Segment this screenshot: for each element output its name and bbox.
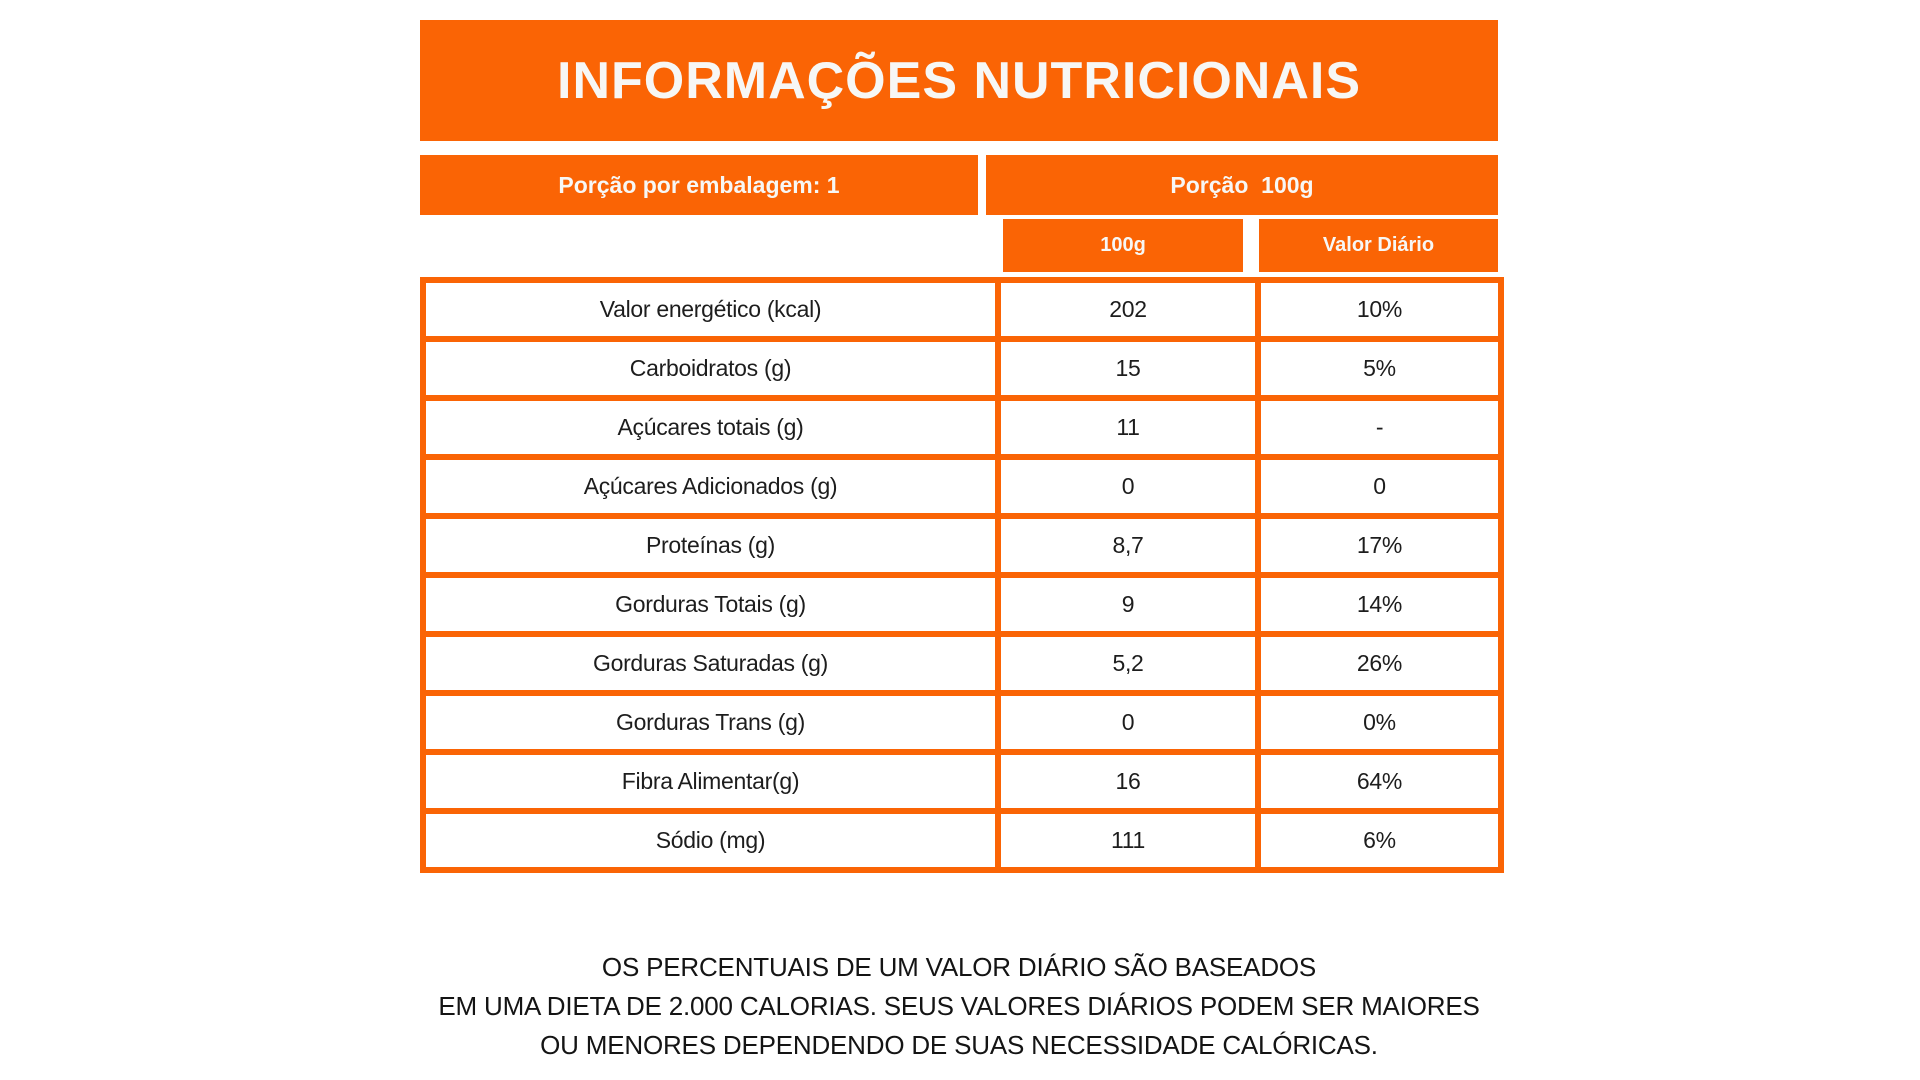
nutrient-amount: 0	[998, 693, 1258, 752]
daily-value-note-line1: OS PERCENTUAIS DE UM VALOR DIÁRIO SÃO BASEADOS	[601, 952, 1317, 982]
nutrient-label: Açúcares totais (g)	[423, 398, 998, 457]
nutrient-daily-value: 64%	[1258, 752, 1501, 811]
table-row	[423, 516, 1501, 575]
daily-value-note-line2: EM UMA DIETA DE 2.000 CALORIAS. SEUS VALORES DIÁRIOS PODEM SER MAIORES	[438, 991, 1480, 1021]
page-title: INFORMAÇÕES NUTRICIONAIS	[557, 51, 1361, 110]
nutrient-label: Sódio (mg)	[423, 811, 998, 870]
nutrient-daily-value: 0%	[1258, 693, 1501, 752]
nutrient-amount: 111	[998, 811, 1258, 870]
table-row	[423, 575, 1501, 634]
table-row	[423, 457, 1501, 516]
nutrient-amount: 9	[998, 575, 1258, 634]
nutrient-daily-value: 17%	[1258, 516, 1501, 575]
nutrient-label: Gorduras Saturadas (g)	[423, 634, 998, 693]
nutrient-daily-value: 6%	[1258, 811, 1501, 870]
column-header-amount-label: 100g	[1100, 234, 1146, 256]
table-row	[423, 398, 1501, 457]
nutrient-daily-value: 5%	[1258, 339, 1501, 398]
portion-size-label: Porção 100g	[1170, 171, 1314, 198]
nutrient-label: Fibra Alimentar(g)	[423, 752, 998, 811]
nutrient-amount: 202	[998, 280, 1258, 339]
table-row	[423, 693, 1501, 752]
table-row	[423, 634, 1501, 693]
table-row	[423, 811, 1501, 870]
nutrient-label: Proteínas (g)	[423, 516, 998, 575]
title-banner	[420, 20, 1498, 141]
nutrient-label: Gorduras Trans (g)	[423, 693, 998, 752]
table-row	[423, 339, 1501, 398]
nutrient-amount: 8,7	[998, 516, 1258, 575]
nutrient-label: Carboidratos (g)	[423, 339, 998, 398]
servings-per-package-bar	[420, 155, 978, 215]
daily-value-note-line3: OU MENORES DEPENDENDO DE SUAS NECESSIDADE CALÓRICAS.	[540, 1030, 1378, 1060]
servings-per-package-label: Porção por embalagem: 1	[558, 171, 840, 198]
nutrient-label: Gorduras Totais (g)	[423, 575, 998, 634]
nutrient-label: Valor energético (kcal)	[423, 280, 998, 339]
column-header-daily-value-label: Valor Diário	[1322, 234, 1435, 256]
column-header-amount	[1003, 219, 1243, 272]
table-row	[423, 752, 1501, 811]
nutrient-daily-value: 26%	[1258, 634, 1501, 693]
nutrient-daily-value: 14%	[1258, 575, 1501, 634]
nutrient-daily-value: -	[1258, 398, 1501, 457]
nutrition-table	[420, 277, 1504, 873]
portion-size-bar	[986, 155, 1498, 215]
nutrient-amount: 11	[998, 398, 1258, 457]
nutrient-amount: 16	[998, 752, 1258, 811]
nutrient-amount: 0	[998, 457, 1258, 516]
nutrient-label: Açúcares Adicionados (g)	[423, 457, 998, 516]
daily-value-note	[420, 948, 1498, 1065]
column-header-daily-value	[1259, 219, 1498, 272]
nutrient-daily-value: 0	[1258, 457, 1501, 516]
table-row	[423, 280, 1501, 339]
nutrient-daily-value: 10%	[1258, 280, 1501, 339]
nutrient-amount: 15	[998, 339, 1258, 398]
nutrient-amount: 5,2	[998, 634, 1258, 693]
